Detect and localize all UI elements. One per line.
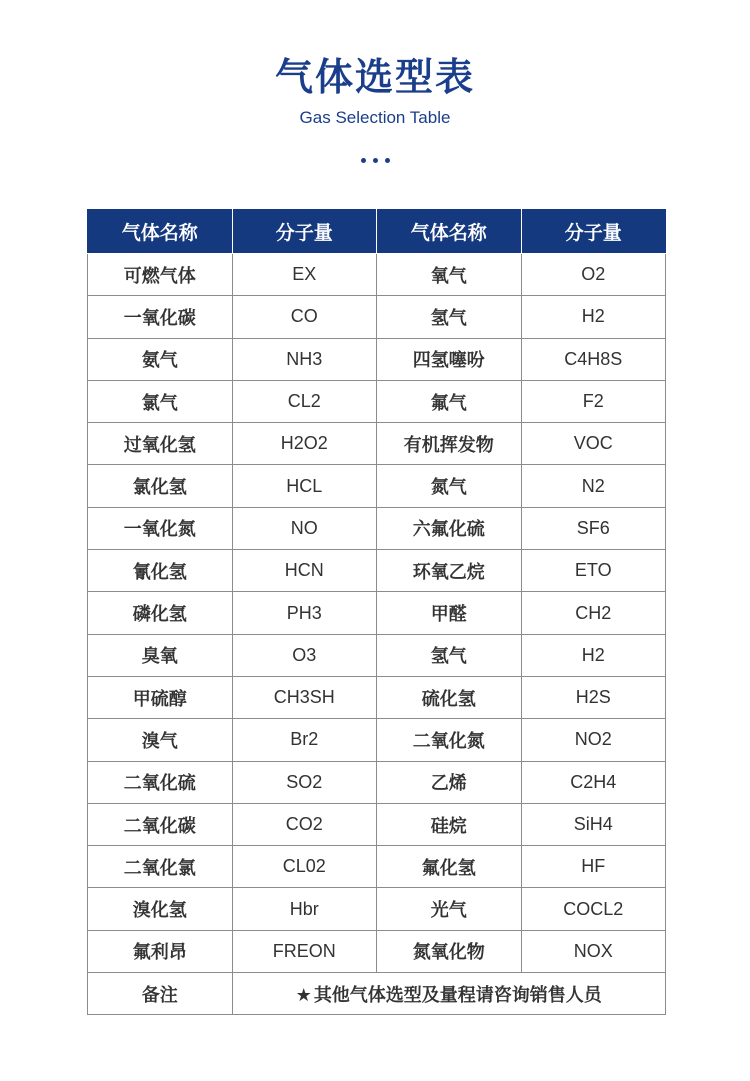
gas-name-cell: 环氧乙烷 [377, 550, 522, 592]
gas-name-cell: 四氢噻吩 [377, 338, 522, 380]
column-header-molecular: 分子量 [232, 210, 377, 254]
gas-name-cell: 二氧化氮 [377, 719, 522, 761]
table-row [88, 888, 666, 930]
table-row [88, 761, 666, 803]
formula-cell: CL2 [232, 380, 377, 422]
gas-name-cell: 有机挥发物 [377, 423, 522, 465]
formula-cell: CO2 [232, 803, 377, 845]
gas-name-cell: 氢气 [377, 296, 522, 338]
column-header-gas-name: 气体名称 [377, 210, 522, 254]
table-row [88, 846, 666, 888]
table-row [88, 380, 666, 422]
note-text: 其他气体选型及量程请咨询销售人员 [313, 984, 602, 1006]
gas-name-cell: 硫化氢 [377, 676, 522, 718]
table-row [88, 254, 666, 296]
formula-cell: C2H4 [521, 761, 666, 803]
gas-name-cell: 氮氧化物 [377, 930, 522, 972]
gas-name-cell: 氰化氢 [88, 550, 233, 592]
gas-name-cell: 一氧化碳 [88, 296, 233, 338]
gas-selection-table [87, 209, 666, 1015]
formula-cell: PH3 [232, 592, 377, 634]
gas-name-cell: 氟气 [377, 380, 522, 422]
gas-name-cell: 氧气 [377, 254, 522, 296]
gas-name-cell: 氢气 [377, 634, 522, 676]
table-row [88, 465, 666, 507]
formula-cell: NOX [521, 930, 666, 972]
formula-cell: FREON [232, 930, 377, 972]
dot-icon [373, 158, 378, 163]
gas-name-cell: 氮气 [377, 465, 522, 507]
page-title: 气体选型表 [274, 55, 475, 99]
formula-cell: NO [232, 507, 377, 549]
formula-cell: HCL [232, 465, 377, 507]
gas-name-cell: 氨气 [88, 338, 233, 380]
note-label: 备注 [88, 973, 233, 1015]
note-row [88, 973, 666, 1015]
gas-name-cell: 可燃气体 [88, 254, 233, 296]
table-header-row [88, 210, 666, 254]
formula-cell: NH3 [232, 338, 377, 380]
gas-name-cell: 氟化氢 [377, 846, 522, 888]
formula-cell: CO [232, 296, 377, 338]
formula-cell: O3 [232, 634, 377, 676]
formula-cell: COCL2 [521, 888, 666, 930]
formula-cell: H2S [521, 676, 666, 718]
formula-cell: ETO [521, 550, 666, 592]
star-icon: ★ [295, 984, 312, 1006]
formula-cell: SO2 [232, 761, 377, 803]
formula-cell: EX [232, 254, 377, 296]
formula-cell: NO2 [521, 719, 666, 761]
table-row [88, 634, 666, 676]
dot-icon [361, 158, 366, 163]
gas-name-cell: 氯化氢 [88, 465, 233, 507]
gas-name-cell: 甲硫醇 [88, 676, 233, 718]
formula-cell: H2 [521, 634, 666, 676]
gas-name-cell: 乙烯 [377, 761, 522, 803]
formula-cell: N2 [521, 465, 666, 507]
formula-cell: CH3SH [232, 676, 377, 718]
gas-name-cell: 溴化氢 [88, 888, 233, 930]
page-header [0, 52, 750, 130]
formula-cell: O2 [521, 254, 666, 296]
table-row [88, 930, 666, 972]
formula-cell: H2O2 [232, 423, 377, 465]
gas-name-cell: 溴气 [88, 719, 233, 761]
gas-name-cell: 二氧化氯 [88, 846, 233, 888]
gas-name-cell: 过氧化氢 [88, 423, 233, 465]
gas-name-cell: 氯气 [88, 380, 233, 422]
decorative-dots [0, 158, 750, 163]
gas-name-cell: 六氟化硫 [377, 507, 522, 549]
table-row [88, 423, 666, 465]
table-row [88, 592, 666, 634]
gas-name-cell: 一氧化氮 [88, 507, 233, 549]
formula-cell: F2 [521, 380, 666, 422]
gas-name-cell: 臭氧 [88, 634, 233, 676]
table-row [88, 296, 666, 338]
formula-cell: VOC [521, 423, 666, 465]
table-row [88, 338, 666, 380]
table-row [88, 507, 666, 549]
gas-name-cell: 光气 [377, 888, 522, 930]
gas-name-cell: 二氧化硫 [88, 761, 233, 803]
formula-cell: HCN [232, 550, 377, 592]
gas-name-cell: 磷化氢 [88, 592, 233, 634]
note-cell [232, 973, 666, 1015]
table-row [88, 550, 666, 592]
formula-cell: CL02 [232, 846, 377, 888]
column-header-molecular: 分子量 [521, 210, 666, 254]
gas-name-cell: 甲醛 [377, 592, 522, 634]
table-row [88, 719, 666, 761]
formula-cell: CH2 [521, 592, 666, 634]
formula-cell: C4H8S [521, 338, 666, 380]
column-header-gas-name: 气体名称 [88, 210, 233, 254]
formula-cell: SF6 [521, 507, 666, 549]
gas-name-cell: 二氧化碳 [88, 803, 233, 845]
table-row [88, 803, 666, 845]
formula-cell: SiH4 [521, 803, 666, 845]
formula-cell: Br2 [232, 719, 377, 761]
gas-name-cell: 硅烷 [377, 803, 522, 845]
formula-cell: HF [521, 846, 666, 888]
page-subtitle: Gas Selection Table [299, 108, 451, 127]
dot-icon [385, 158, 390, 163]
table-row [88, 676, 666, 718]
formula-cell: Hbr [232, 888, 377, 930]
formula-cell: H2 [521, 296, 666, 338]
gas-name-cell: 氟利昂 [88, 930, 233, 972]
